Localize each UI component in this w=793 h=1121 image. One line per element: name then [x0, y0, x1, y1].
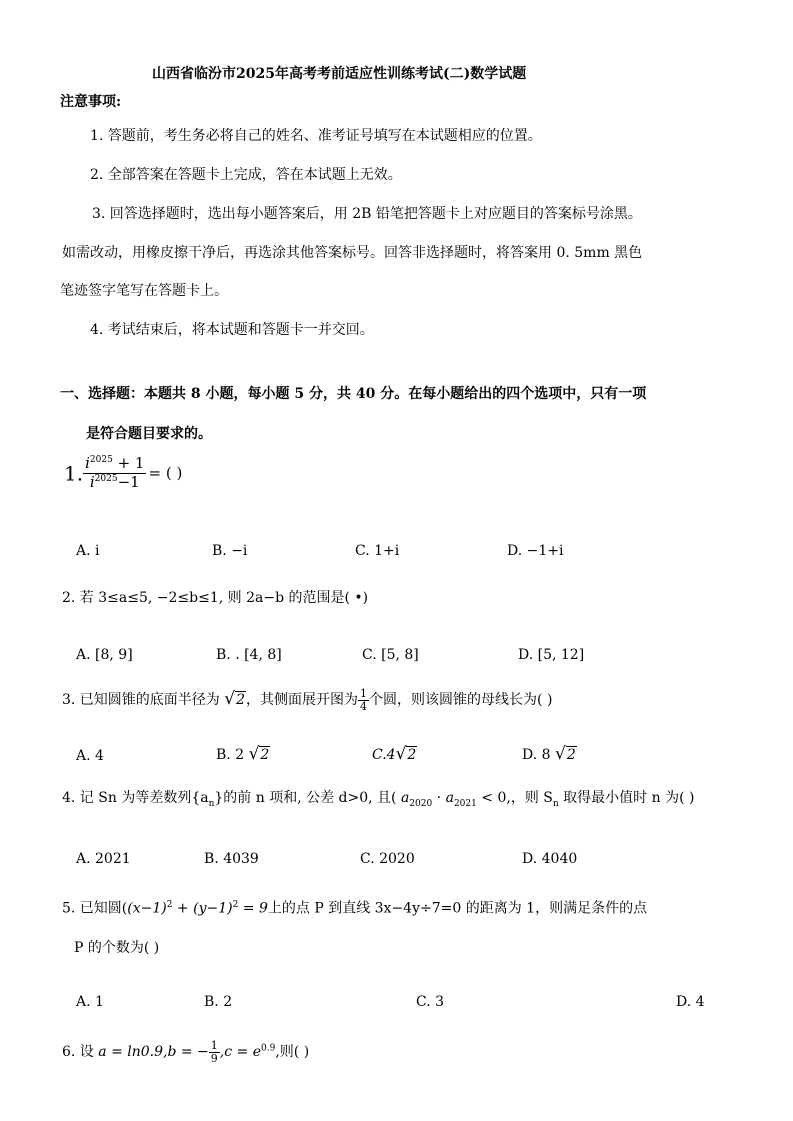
question-1	[64, 455, 182, 492]
q3-fraction: $\frac{1}{4}$	[360, 687, 368, 713]
notice-3-cont2: 笔迹签字笔写在答题卡上。	[60, 283, 228, 299]
section-heading-cont: 是符合题目要求的。	[86, 426, 212, 442]
q2-option-d: D. [5, 12]	[518, 647, 585, 663]
section-heading: 一、选择题：本题共 8 小题，每小题 5 分，共 40 分。在每小题给出的四个选项中，只有一项	[60, 386, 647, 402]
q4-option-b: B. 4039	[204, 851, 259, 867]
q2-option-b: B. . [4, 8]	[216, 647, 282, 663]
q6-fraction: $\frac{1}{9}$	[210, 1039, 218, 1065]
q3-option-a: A. 4	[76, 748, 104, 764]
notice-3-cont: 如需改动，用橡皮擦干净后，再选涂其他答案标号。回答非选择题时，将答案用 0. 5mm 黑色	[62, 245, 643, 261]
q1-option-b: B. −i	[212, 543, 248, 559]
q4-option-a: A. 2021	[76, 851, 131, 867]
q1-fraction: $\frac{i^{2025} + 1}{i^{2025}-1}$	[85, 454, 145, 492]
page-title: 山西省临汾市2025年高考考前适应性训练考试(二)数学试题	[152, 66, 527, 82]
q5-option-b: B. 2	[204, 994, 233, 1010]
notice-2: 2. 全部答案在答题卡上完成，答在本试题上无效。	[90, 167, 402, 183]
q3-option-c: C.4√2	[372, 744, 417, 764]
q4-option-d: D. 4040	[522, 851, 578, 867]
sqrt-2: √2	[224, 689, 246, 710]
question-2: 2. 若 3≤a≤5, −2≤b≤1, 则 2a−b 的范围是( •)	[62, 590, 369, 606]
notice-1: 1. 答题前，考生务必将自己的姓名、准考证号填写在本试题相应的位置。	[90, 128, 542, 144]
question-5-cont: P 的个数为( )	[74, 940, 160, 956]
notice-3: 3. 回答选择题时，选出每小题答案后，用 2B 铅笔把答题卡上对应题目的答案标号涂黑。	[92, 206, 642, 222]
q1-option-a: A. i	[76, 543, 100, 559]
question-4: 4. 记 Sn 为等差数列$\{a_n\}$的前 n 项和, 公差 d>0, 且( $a_{2020} \cdot a_{2021} < 0$,，则 $S_n$ 取得最小值时 n 为( )	[62, 790, 695, 809]
notice-heading: 注意事项:	[60, 94, 122, 110]
notice-4: 4. 考试结束后，将本试题和答题卡一并交回。	[90, 322, 374, 338]
q1-option-c: C. 1+i	[355, 543, 400, 559]
q3-option-d: D. 8 √2	[522, 744, 576, 764]
q3-option-b: B. 2 √2	[216, 744, 270, 764]
q1-tail: = ( )	[148, 464, 183, 483]
question-5: 5. 已知圆($(x-1)^2 + (y-1)^2 = 9$上的点 P 到直线 3x−4y÷7=0 的距离为 1，则满足条件的点	[62, 900, 648, 917]
q1-number: 1.	[64, 461, 84, 486]
q1-option-d: D. −1+i	[507, 543, 564, 559]
question-6: 6. 设 a = ln0.9,b = − $\frac{1}{9}$ $,c = e^{0.9}$,则( )	[62, 1039, 310, 1065]
q2-option-a: A. [8, 9]	[76, 647, 133, 663]
q5-option-d: D. 4	[676, 994, 705, 1010]
q4-option-c: C. 2020	[360, 851, 415, 867]
question-3: 3. 已知圆锥的底面半径为 √2，其侧面展开图为 $\frac{1}{4}$ 个圆，则该圆锥的母线长为( )	[62, 687, 553, 713]
q5-option-a: A. 1	[76, 994, 104, 1010]
q2-option-c: C. [5, 8]	[362, 647, 419, 663]
q5-option-c: C. 3	[416, 994, 445, 1010]
